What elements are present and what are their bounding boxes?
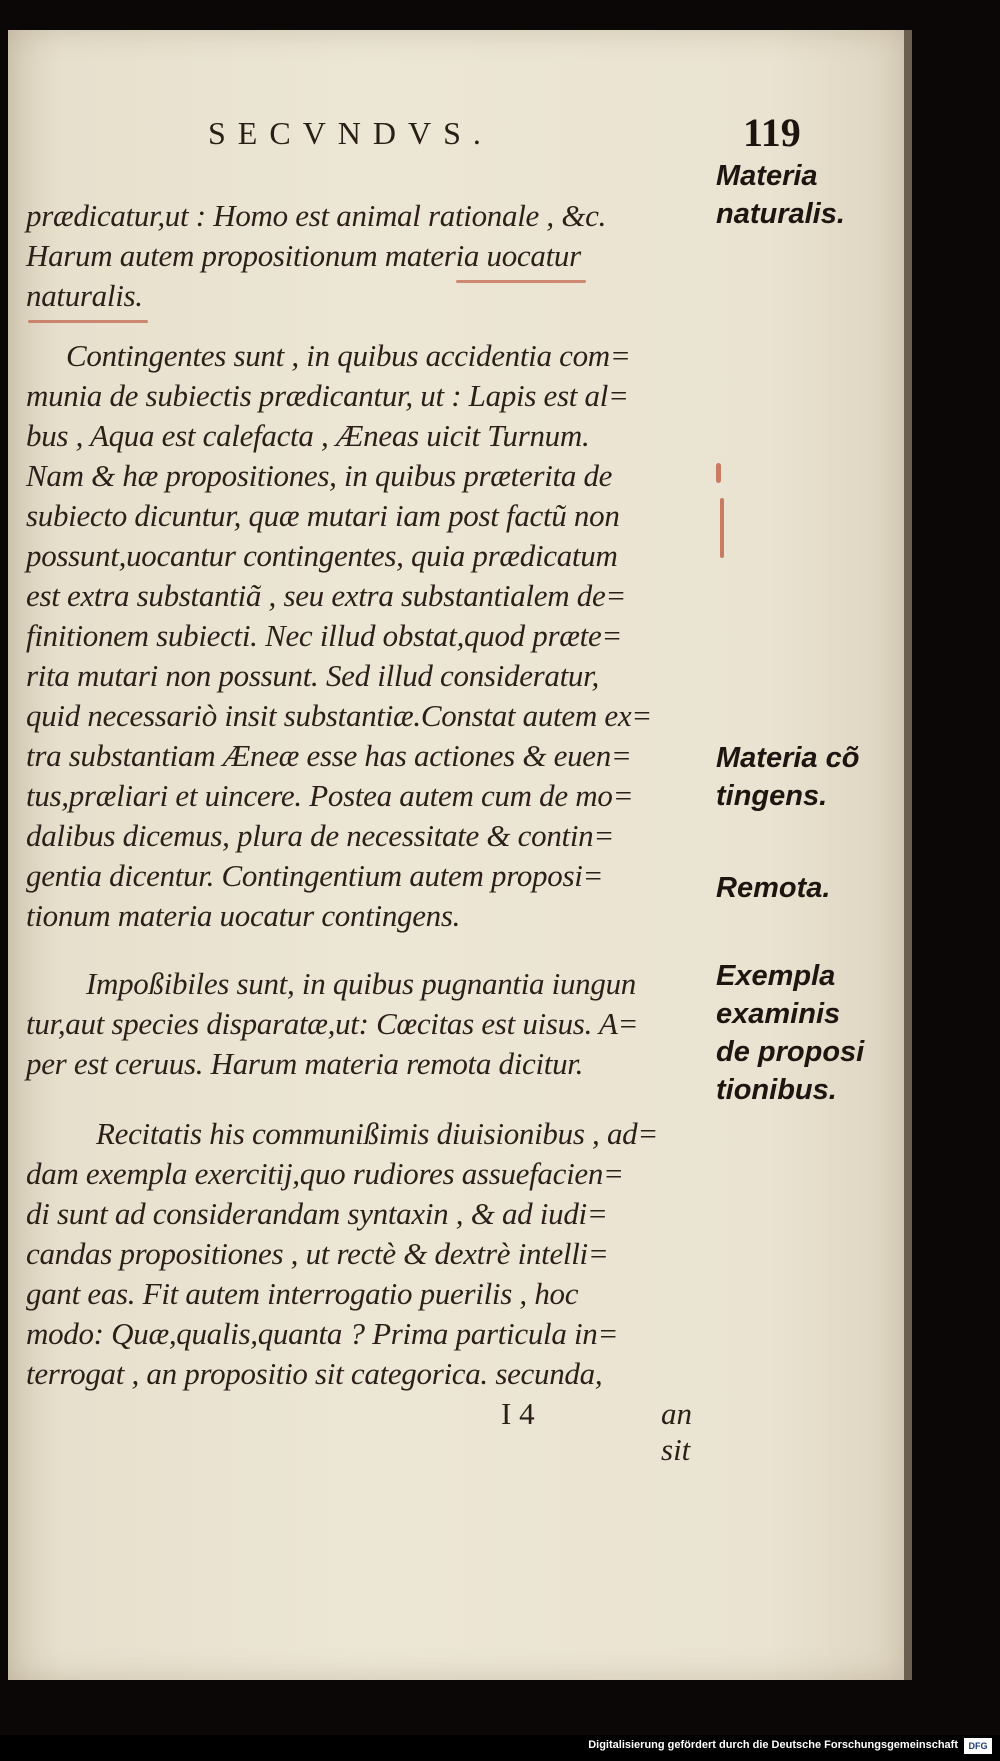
red-underline bbox=[28, 320, 148, 323]
signature-mark: I 4 bbox=[501, 1396, 535, 1431]
page-edge bbox=[904, 30, 912, 1680]
text-line: candas propositiones , ut rectè & dextrè intelli= bbox=[26, 1236, 609, 1271]
text-line: di sunt ad considerandam syntaxin , & ad iudi= bbox=[26, 1196, 608, 1231]
text-line: est extra substantiã , seu extra substantialem de= bbox=[26, 578, 627, 613]
text-line: tur,aut species disparatæ,ut: Cœcitas est uisus. A= bbox=[26, 1006, 639, 1041]
text-line: tionum materia uocatur contingens. bbox=[26, 898, 461, 933]
margin-note: tionibus. bbox=[716, 1074, 837, 1106]
text-line: gant eas. Fit autem interrogatio puerilis , hoc bbox=[26, 1276, 579, 1311]
text-line: bus , Aqua est calefacta , Æneas uicit Turnum. bbox=[26, 418, 590, 453]
text-line: possunt,uocantur contingentes, quia prædicatum bbox=[26, 538, 618, 573]
red-annotation-mark bbox=[720, 498, 724, 558]
text-line: subiecto dicuntur, quæ mutari iam post factũ non bbox=[26, 498, 620, 533]
running-head: SECVNDVS. bbox=[208, 115, 493, 151]
funding-credit: Digitalisierung gefördert durch die Deutsche Forschungsgemeinschaft bbox=[588, 1739, 958, 1751]
margin-note: examinis bbox=[716, 998, 841, 1030]
text-line: modo: Quæ,qualis,quanta ? Prima particula in= bbox=[26, 1316, 619, 1351]
text-line: munia de subiectis prædicantur, ut : Lapis est al= bbox=[26, 378, 629, 413]
text-line: dalibus dicemus, plura de necessitate & contin= bbox=[26, 818, 614, 853]
text-line: rita mutari non possunt. Sed illud consideratur, bbox=[26, 658, 599, 693]
text-line: Harum autem propositionum materia uocatur bbox=[26, 238, 581, 273]
margin-note: Exempla bbox=[716, 960, 836, 992]
folio-number: 119 bbox=[743, 110, 801, 155]
text-line: gentia dicentur. Contingentium autem proposi= bbox=[26, 858, 604, 893]
text-line: tus,præliari et uincere. Postea autem cum de mo= bbox=[26, 778, 634, 813]
red-annotation-mark bbox=[716, 463, 721, 483]
text-line: Contingentes sunt , in quibus accidentia com= bbox=[66, 338, 631, 373]
footer-bar bbox=[0, 1735, 1000, 1761]
text-line: Recitatis his communißimis diuisionibus , ad= bbox=[96, 1116, 658, 1151]
margin-note: de proposi bbox=[716, 1036, 865, 1068]
margin-note: Remota. bbox=[716, 872, 831, 904]
text-line: Impoßibiles sunt, in quibus pugnantia iungun bbox=[86, 966, 636, 1001]
margin-note: naturalis. bbox=[716, 198, 845, 230]
text-line: tra substantiam Æneæ esse has actiones & euen= bbox=[26, 738, 632, 773]
text-line: naturalis. bbox=[26, 278, 143, 313]
text-line: prædicatur,ut : Homo est animal rationale , &c. bbox=[26, 198, 607, 233]
margin-note: Materia bbox=[716, 160, 818, 192]
text-line: Nam & hæ propositiones, in quibus præterita de bbox=[26, 458, 613, 493]
margin-note: tingens. bbox=[716, 780, 828, 812]
red-underline bbox=[456, 280, 586, 283]
text-line: finitionem subiecti. Nec illud obstat,quod præte= bbox=[26, 618, 623, 653]
catchword: an sit bbox=[661, 1396, 692, 1467]
text-line: per est ceruus. Harum materia remota dicitur. bbox=[26, 1046, 584, 1081]
book-page bbox=[8, 30, 904, 1680]
dfg-logo-icon: DFG bbox=[964, 1738, 992, 1754]
margin-note: Materia cõ bbox=[716, 742, 860, 774]
text-line: dam exempla exercitij,quo rudiores assuefacien= bbox=[26, 1156, 624, 1191]
text-line: quid necessariò insit substantiæ.Constat autem ex= bbox=[26, 698, 652, 733]
text-line: terrogat , an propositio sit categorica. secunda, bbox=[26, 1356, 603, 1391]
